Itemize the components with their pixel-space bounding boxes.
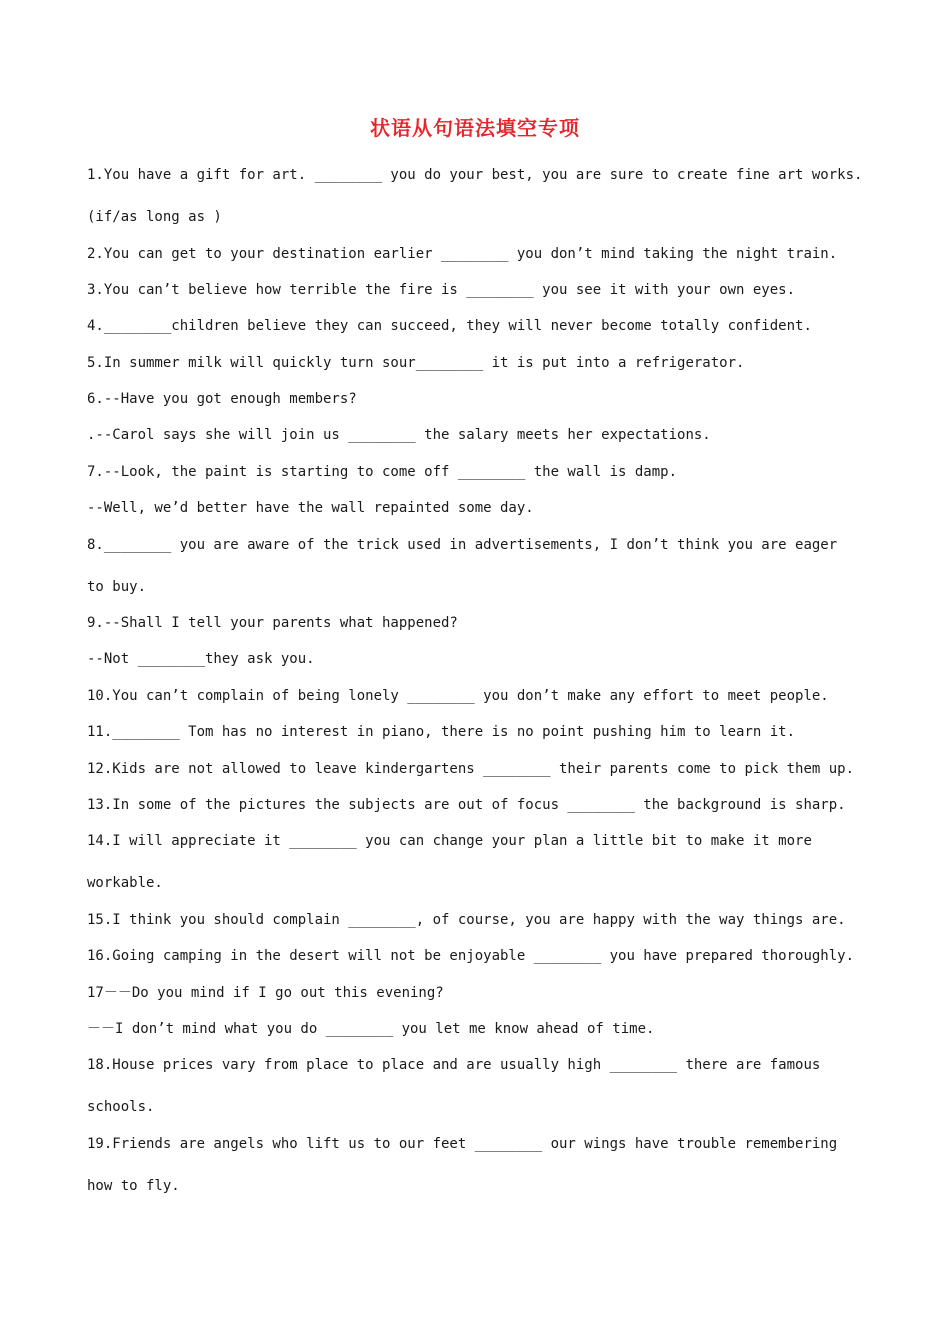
question-9-line-2: --Not ________they ask you. [87, 651, 315, 667]
question-12: 12.Kids are not allowed to leave kindergartens ________ their parents come to pick them up. [87, 761, 855, 777]
question-10: 10.You can’t complain of being lonely ________ you don’t make any effort to meet people. [87, 688, 829, 704]
question-16: 16.Going camping in the desert will not be enjoyable ________ you have prepared thoroughly. [87, 948, 855, 964]
question-8-line-1: 8.________ you are aware of the trick used in advertisements, I don’t think you are eager [87, 537, 838, 553]
question-2: 2.You can get to your destination earlier ________ you don’t mind taking the night train. [87, 246, 838, 262]
question-5: 5.In summer milk will quickly turn sour________ it is put into a refrigerator. [87, 355, 745, 371]
question-4: 4.________children believe they can succeed, they will never become totally confident. [87, 318, 812, 334]
question-3: 3.You can’t believe how terrible the fire is ________ you see it with your own eyes. [87, 282, 796, 298]
question-1-line-2: (if/as long as ) [87, 209, 222, 225]
question-7-line-2: --Well, we’d better have the wall repainted some day. [87, 500, 534, 516]
question-1-line-1: 1.You have a gift for art. ________ you do your best, you are sure to create fine art works. [87, 167, 863, 183]
question-6-line-2: .--Carol says she will join us ________ the salary meets her expectations. [87, 427, 711, 443]
question-15: 15.I think you should complain ________, of course, you are happy with the way things are. [87, 912, 846, 928]
question-7-line-1: 7.--Look, the paint is starting to come off ________ the wall is damp. [87, 464, 678, 480]
question-18-line-2: schools. [87, 1099, 155, 1115]
question-19-line-1: 19.Friends are angels who lift us to our feet ________ our wings have trouble remembering [87, 1136, 838, 1152]
question-14-line-2: workable. [87, 875, 163, 891]
question-19-line-2: how to fly. [87, 1178, 180, 1194]
question-17-line-1: 17－－Do you mind if I go out this evening? [87, 985, 444, 1001]
question-9-line-1: 9.--Shall I tell your parents what happened? [87, 615, 458, 631]
question-13: 13.In some of the pictures the subjects are out of focus ________ the background is sharp. [87, 797, 846, 813]
question-6-line-1: 6.--Have you got enough members? [87, 391, 357, 407]
question-18-line-1: 18.House prices vary from place to place and are usually high ________ there are famous [87, 1057, 821, 1073]
document-title: 状语从句语法填空专项 [370, 116, 580, 140]
question-11: 11.________ Tom has no interest in piano, there is no point pushing him to learn it. [87, 724, 796, 740]
question-17-line-2: －－I don’t mind what you do ________ you let me know ahead of time. [87, 1021, 655, 1037]
question-14-line-1: 14.I will appreciate it ________ you can change your plan a little bit to make it more [87, 833, 812, 849]
question-8-line-2: to buy. [87, 579, 147, 595]
